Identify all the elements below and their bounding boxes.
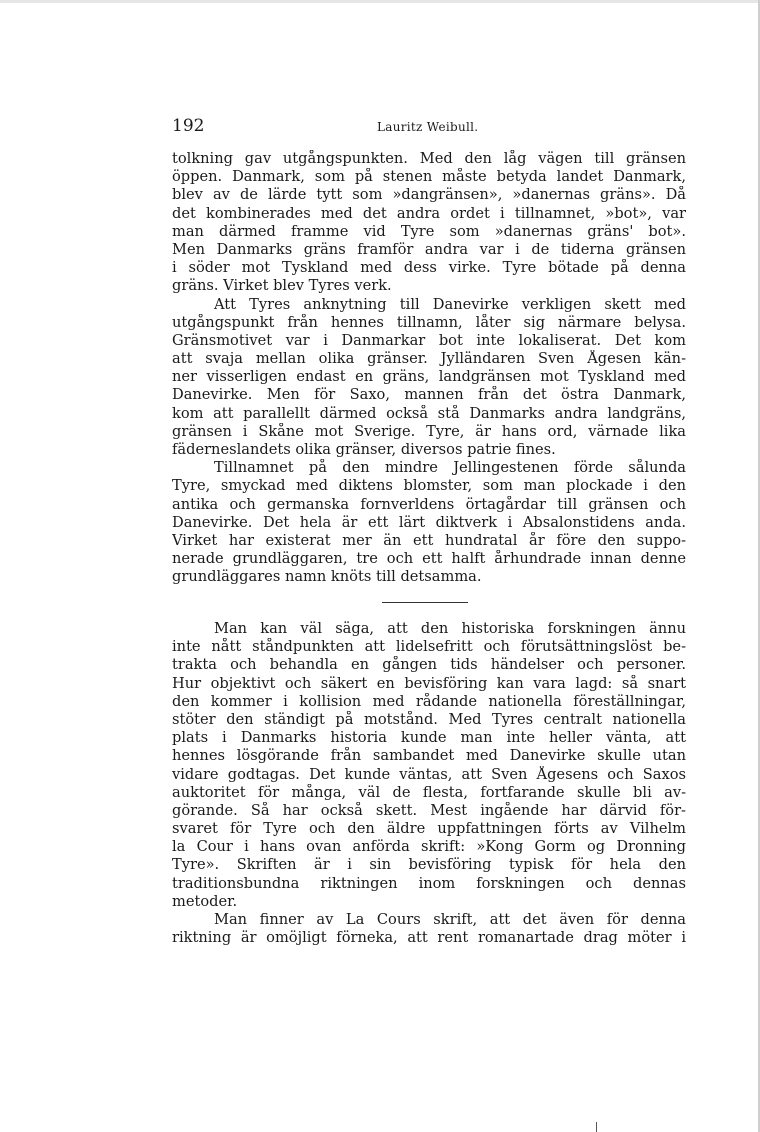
- page-number: 192: [172, 116, 205, 136]
- text-line: gräns. Virket blev Tyres verk.: [172, 277, 392, 295]
- text-line: antika och germanska fornverldens örtagårdar till gränsen och: [172, 495, 686, 513]
- text-line: ner visserligen endast en gräns, landgränsen mot Tyskland med: [172, 368, 686, 386]
- text-line: man därmed framme vid Tyre som »danernas gräns' bot».: [172, 222, 686, 240]
- text-line: vidare godtagas. Det kunde väntas, att Sven Ågesens och Saxos: [172, 765, 686, 783]
- text-line: Virket har existerat mer än ett hundratal år före den suppo-: [172, 531, 686, 549]
- text-line: Tyre, smyckad med diktens blomster, som man plockade i den: [172, 477, 686, 495]
- text-line: öppen. Danmark, som på stenen måste betyda landet Danmark,: [172, 168, 686, 186]
- text-line: blev av de lärde tytt som »dangränsen», »danernas gräns». Då: [172, 186, 686, 204]
- text-line: tolkning gav utgångspunkten. Med den låg vägen till gränsen: [172, 150, 686, 167]
- text-line: trakta och behandla en gången tids händelser och personer.: [172, 656, 686, 674]
- text-line: plats i Danmarks historia kunde man inte heller vänta, att: [172, 729, 686, 747]
- running-head: Lauritz Weibull.: [377, 120, 479, 134]
- text-line: Men Danmarks gräns framför andra var i de tiderna gränsen: [172, 240, 686, 258]
- paragraph: [172, 296, 686, 460]
- scan-top-edge: [0, 0, 760, 3]
- text-line: Att Tyres anknytning till Danevirke verkligen skett med: [214, 295, 686, 313]
- text-line: traditionsbundna riktningen inom forskningen och dennas: [172, 874, 686, 892]
- section-2-text: [172, 620, 686, 947]
- text-line: Gränsmotivet var i Danmarkar bot inte lokaliserat. Det kom: [172, 331, 686, 349]
- paragraph: [172, 459, 686, 586]
- text-line: hennes lösgörande från sambandet med Danevirke skulle utan: [172, 747, 686, 765]
- page-header: [172, 116, 686, 136]
- text-line: Hur objektivt och säkert en bevisföring kan vara lagd: så snart: [172, 674, 686, 692]
- text-line: Danevirke. Men för Saxo, mannen från det östra Danmark,: [172, 386, 686, 404]
- text-line: metoder.: [172, 892, 238, 910]
- text-line: i söder mot Tyskland med dess virke. Tyre bötade på denna: [172, 259, 686, 277]
- text-line: la Cour i hans ovan anförda skrift: »Kong Gorm og Dronning: [172, 838, 686, 856]
- text-line: gränsen i Skåne mot Sverige. Tyre, är hans ord, värnade lika: [172, 422, 686, 440]
- paragraph: [172, 620, 686, 911]
- text-line: att svaja mellan olika gränser. Jylländaren Sven Ågesen kän-: [172, 350, 686, 368]
- text-line: grundläggares namn knöts till detsamma.: [172, 568, 482, 586]
- text-line: den kommer i kollision med rådande nationella föreställningar,: [172, 692, 686, 710]
- section-1-text: [172, 150, 686, 587]
- text-line: görande. Så har också skett. Mest ingående har därvid för-: [172, 801, 686, 819]
- text-line: auktoritet för många, väl de flesta, fortfarande skulle bli av-: [172, 783, 686, 801]
- text-line: Tillnamnet på den mindre Jellingestenen förde sålunda: [214, 459, 686, 477]
- text-line: det kombinerades med det andra ordet i tillnamnet, »bot», var: [172, 204, 686, 222]
- text-line: Danevirke. Det hela är ett lärt diktverk i Absalonstidens anda.: [172, 513, 686, 531]
- text-line: fäderneslandets olika gränser, diversos patrie fines.: [172, 441, 556, 458]
- scan-mark: [596, 1122, 597, 1132]
- paragraph: [172, 150, 686, 296]
- text-line: Man finner av La Cours skrift, att det även för denna: [214, 911, 686, 928]
- text-line: stöter den ständigt på motstånd. Med Tyres centralt nationella: [172, 710, 686, 728]
- text-line: inte nått ståndpunkten att lidelsefritt och förutsättningslöst be-: [172, 638, 686, 656]
- text-line: Man kan väl säga, att den historiska forskningen ännu: [214, 620, 686, 637]
- paragraph: [172, 911, 686, 947]
- text-line: kom att parallellt därmed också stå Danmarks andra landgräns,: [172, 404, 686, 422]
- text-line: utgångspunkt från hennes tillnamn, låter sig närmare belysa.: [172, 313, 686, 331]
- text-line: svaret för Tyre och den äldre uppfattningen förts av Vilhelm: [172, 820, 686, 838]
- text-line: riktning är omöjligt förneka, att rent romanartade drag möter i: [172, 929, 686, 947]
- text-line: Tyre». Skriften är i sin bevisföring typisk för hela den: [172, 856, 686, 874]
- section-separator: [382, 602, 468, 603]
- text-line: nerade grundläggaren, tre och ett halft århundrade innan denne: [172, 550, 686, 568]
